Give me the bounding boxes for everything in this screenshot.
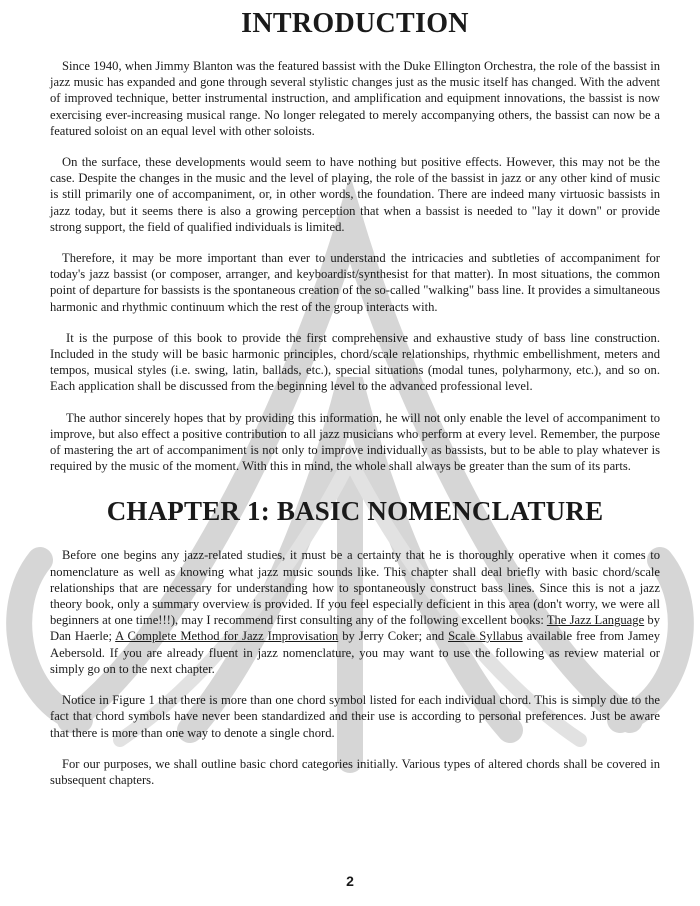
book-title-jazz-language: The Jazz Language: [546, 613, 645, 628]
book-title-scale-syllabus: Scale Syllabus: [448, 629, 523, 644]
chapter-p1-text-c: by Jerry Coker; and: [338, 629, 449, 644]
chapter-paragraph-1: [50, 547, 660, 677]
intro-paragraph-2: On the surface, these developments would seem to have nothing but positive effects. However, this may not be the case. Despite the changes in the music and the level of playing, the role of the bassist in jazz or any other kind of music is still primarily one of accompaniment, or, in other words, the foundation. There are indeed many virtuosic bassists in jazz today, but it seems there is also a growing perception that when a bassist is needed to "lay it down" or provide strong support, the field of qualified individuals is limited.: [50, 155, 660, 234]
page-number: 2: [346, 873, 354, 889]
chapter-p1-text-d: available free from Jamey Aebersold. If you are already fluent in jazz nomenclature, you may want to use the following as review material or simply go on to the next chapter.: [50, 629, 660, 676]
chapter-1-heading: CHAPTER 1: BASIC NOMENCLATURE: [106, 496, 604, 527]
chapter-p1-text-a: Before one begins any jazz-related studies, it must be a certainty that he is thoroughly operative when it comes to nomenclature as well as knowing what jazz music sounds like. This chapter shall deal briefly with basic chord/scale relationships that are necessary for understanding how to spontaneously construct bass lines. Since this is not a jazz theory book, only a summary overview is provided. If you feel especially deficient in this area (don't worry, we were all beginners at one time!!!), may I recommend first consulting any of the following excellent books:: [50, 548, 660, 628]
intro-paragraph-3: Therefore, it may be more important than ever to understand the intricacies and subtleties of accompaniment for today's jazz bassist (or composer, arranger, and keyboardist/synthesist for that matter). In most situations, the common point of departure for bassists is the spontaneous creation of the so-called "walking" bass line. It provides a simultaneous harmonic and rhythmic continuum which the rest of the group interacts with.: [50, 251, 660, 314]
intro-paragraph-1: Since 1940, when Jimmy Blanton was the featured bassist with the Duke Ellington Orchestra, the role of the bassist in jazz music has expanded and gone through several stylistic changes just as the music itself has changed. With the advent of improved technique, better instrumental instruction, and amplification and equipment innovations, the bassist is now exercising ever-increasing musical range. No longer relegated to merely accompanying others, the bassist can now be a featured soloist on an equal level with other soloists.: [50, 59, 660, 138]
chapter-p1-text-b: by Dan Haerle;: [50, 613, 660, 644]
intro-paragraph-4: It is the purpose of this book to provide the first comprehensive and exhaustive study of bass line construction. Included in the study will be basic harmonic principles, chord/scale relationships, rhythmic embellishment, meters and tempos, musical styles (i.e. swing, latin, ballads, etc.), special situations (modal tunes, polyharmony, etc.), and so on. Each application shall be discussed from the beginning level to the advanced professional level.: [50, 330, 660, 394]
book-title-complete-method: A Complete Method for Jazz Improvisation: [115, 629, 339, 644]
intro-paragraph-5: The author sincerely hopes that by providing this information, he will not only enable the level of accompaniment to improve, but also effect a positive contribution to all jazz musicians who perform at every level. Remember, the purpose of mastering the art of accompaniment is not only to improve individually as bassists, but to be able to play whatever is required by the music of the moment. With this in mind, the whole shall always be greater than the sum of its parts.: [50, 410, 660, 474]
chapter-paragraph-2: Notice in Figure 1 that there is more than one chord symbol listed for each individual chord. This is simply due to the fact that chord symbols have never been standardized and their use is according to personal preferences. Just be aware that there is more than one way to denote a single chord.: [50, 693, 660, 740]
chapter-paragraph-3: For our purposes, we shall outline basic chord categories initially. Various types of altered chords shall be covered in subsequent chapters.: [50, 756, 660, 787]
introduction-heading: INTRODUCTION: [241, 8, 469, 39]
